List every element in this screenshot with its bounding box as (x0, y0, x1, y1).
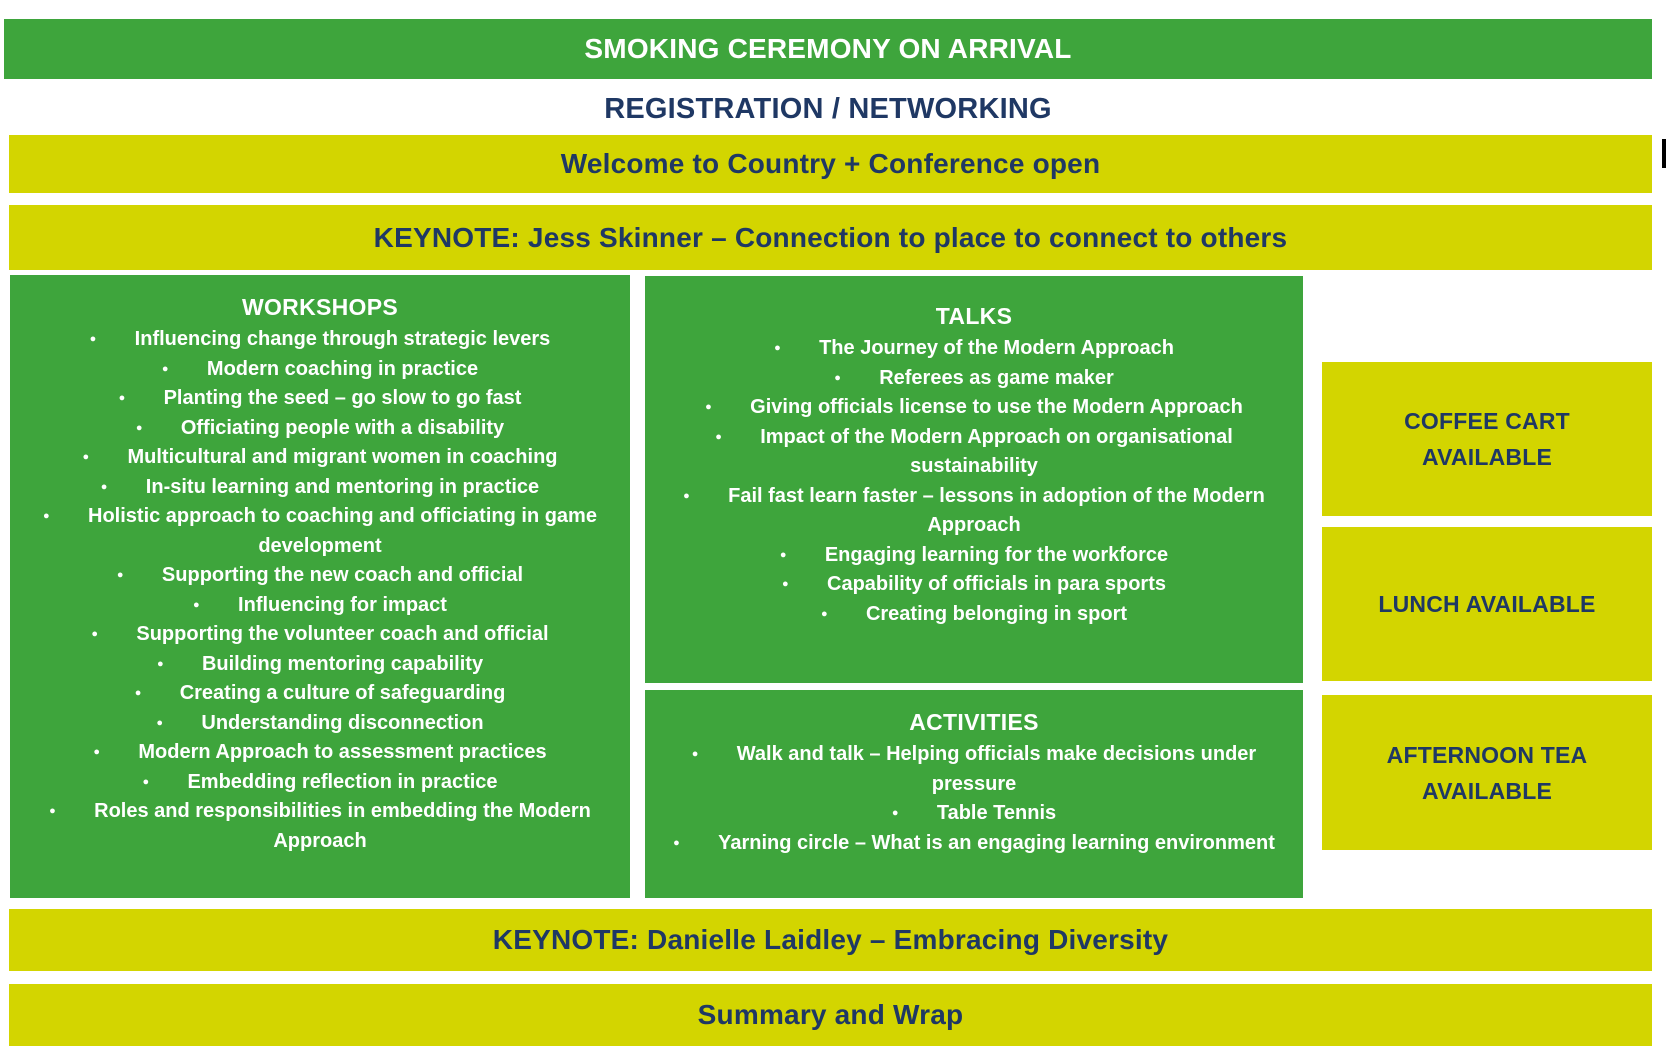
bullet-icon: ● (891, 807, 899, 819)
workshop-item-label: Creating a culture of safeguarding (179, 682, 506, 704)
activity-item-label: Walk and talk – Helping officials make decisions under pressure (736, 743, 1257, 795)
box-coffee-cart-available (1322, 362, 1652, 516)
talk-item-label: Engaging learning for the workforce (824, 543, 1169, 566)
bullet-icon: ● (774, 342, 781, 354)
workshop-item (10, 620, 630, 650)
workshop-item (10, 325, 630, 355)
activity-item-label: Table Tennis (936, 802, 1057, 824)
bullet-icon: ● (118, 392, 126, 404)
workshop-item-label: Multicultural and migrant women in coaching (127, 446, 558, 468)
talk-item-label: Capability of officials in para sports (827, 573, 1166, 595)
workshop-item-label: Officiating people with a disability (180, 416, 505, 439)
panel-workshops (10, 275, 630, 898)
bullet-icon: ● (834, 371, 841, 384)
bullet-icon: ● (100, 480, 108, 493)
workshop-item-label: Influencing change through strategic levers (134, 328, 551, 350)
workshop-item (10, 473, 630, 503)
workshop-item (10, 768, 630, 798)
bullet-icon: ● (49, 805, 56, 817)
workshop-item (10, 797, 630, 856)
activities-list (645, 740, 1303, 858)
bullet-icon: ● (82, 451, 90, 463)
workshop-item-label: Supporting the volunteer coach and official (136, 623, 549, 645)
banner-smoking-ceremony (4, 19, 1652, 79)
bullet-icon: ● (135, 421, 143, 434)
workshop-item-label: Building mentoring capability (201, 652, 484, 675)
workshop-item-label: Holistic approach to coaching and officiating in game development (88, 505, 597, 557)
workshop-item (10, 709, 630, 739)
edge-clipped-box-artifact (1662, 139, 1666, 168)
workshop-item-label: Modern coaching in practice (206, 357, 479, 380)
bullet-icon: ● (93, 746, 101, 758)
talk-item (645, 482, 1303, 541)
workshop-item (10, 738, 630, 768)
talk-item-label: Creating belonging in sport (865, 602, 1128, 625)
workshop-item (10, 502, 630, 561)
afternoon-tea-line-2: AVAILABLE (1422, 777, 1552, 804)
bullet-icon: ● (673, 836, 680, 849)
box-afternoon-tea-available (1322, 695, 1652, 850)
bullet-icon: ● (193, 598, 200, 611)
bullet-icon: ● (782, 578, 789, 590)
banner-summary-wrap (9, 984, 1652, 1046)
workshop-item-label: In-situ learning and mentoring in practice (145, 475, 540, 498)
banner-keynote-jess-skinner-label: KEYNOTE: Jess Skinner – Connection to place to connect to others (373, 221, 1288, 253)
coffee-cart-line-1: COFFEE CART (1404, 408, 1570, 434)
workshop-item (10, 650, 630, 680)
registration-networking-row (4, 79, 1652, 139)
bullet-icon: ● (715, 430, 722, 443)
box-lunch-available (1322, 527, 1652, 681)
workshop-item-label: Modern Approach to assessment practices (138, 741, 547, 763)
panel-activities (645, 690, 1303, 898)
workshop-item (10, 355, 630, 385)
activities-title: ACTIVITIES (909, 709, 1039, 735)
bullet-icon: ● (116, 569, 124, 581)
bullet-icon: ● (134, 687, 142, 699)
talk-item (645, 541, 1303, 571)
afternoon-tea-line-1: AFTERNOON TEA (1386, 741, 1588, 768)
bullet-icon: ● (683, 489, 690, 502)
talk-item (645, 570, 1303, 600)
bullet-icon: ● (156, 716, 164, 729)
lunch-line-1: LUNCH AVAILABLE (1378, 591, 1596, 617)
bullet-icon: ● (705, 401, 712, 413)
talk-item (645, 334, 1303, 364)
banner-welcome-label: Welcome to Country + Conference open (560, 148, 1101, 179)
workshop-item (10, 414, 630, 444)
bullet-icon: ● (43, 510, 50, 522)
workshops-title: WORKSHOPS (241, 294, 399, 320)
workshop-item (10, 384, 630, 414)
banner-smoking-ceremony-label: SMOKING CEREMONY ON ARRIVAL (584, 33, 1072, 64)
talk-item (645, 423, 1303, 482)
banner-summary-wrap-label: Summary and Wrap (697, 999, 964, 1030)
activity-item-label: Yarning circle – What is an engaging learning environment (718, 831, 1275, 854)
workshop-item-label: Planting the seed – go slow to go fast (163, 387, 522, 409)
bullet-icon: ● (161, 362, 169, 375)
talks-title: TALKS (935, 303, 1013, 329)
talk-item-label: Fail fast learn faster – lessons in adoption of the Modern Approach (728, 484, 1265, 536)
bullet-icon: ● (691, 748, 699, 760)
workshop-item-label: Influencing for impact (238, 593, 447, 616)
talk-item (645, 393, 1303, 423)
activity-item (645, 799, 1303, 829)
registration-networking-label: REGISTRATION / NETWORKING (604, 92, 1052, 125)
workshop-item (10, 443, 630, 473)
talks-list (645, 334, 1303, 629)
talk-item-label: Impact of the Modern Approach on organisational sustainability (760, 425, 1233, 477)
coffee-cart-line-2: AVAILABLE (1422, 444, 1552, 470)
workshop-item-label: Roles and responsibilities in embedding the Modern Approach (94, 800, 591, 852)
banner-keynote-danielle-laidley-label: KEYNOTE: Danielle Laidley – Embracing Diversity (492, 924, 1169, 955)
talk-item-label: The Journey of the Modern Approach (819, 337, 1174, 359)
bullet-icon: ● (820, 607, 828, 620)
banner-keynote-jess-skinner (9, 205, 1652, 270)
activity-item (645, 829, 1303, 859)
talk-item-label: Giving officials license to use the Modern Approach (750, 396, 1243, 418)
bullet-icon: ● (779, 548, 787, 561)
workshop-item-label: Embedding reflection in practice (187, 770, 498, 793)
workshop-item (10, 591, 630, 621)
workshop-item (10, 561, 630, 591)
bullet-icon: ● (91, 628, 99, 640)
bullet-icon: ● (156, 657, 164, 670)
talk-item-label: Referees as game maker (879, 366, 1114, 389)
workshop-item-label: Understanding disconnection (201, 711, 484, 734)
activity-item (645, 740, 1303, 799)
talk-item (645, 600, 1303, 630)
workshops-list (10, 325, 630, 856)
talk-item (645, 364, 1303, 394)
workshop-item (10, 679, 630, 709)
workshop-item-label: Supporting the new coach and official (161, 564, 524, 586)
bullet-icon: ● (142, 775, 150, 788)
banner-welcome-to-country (9, 135, 1652, 193)
bullet-icon: ● (89, 333, 97, 345)
panel-talks (645, 276, 1303, 683)
banner-keynote-danielle-laidley (9, 909, 1652, 971)
